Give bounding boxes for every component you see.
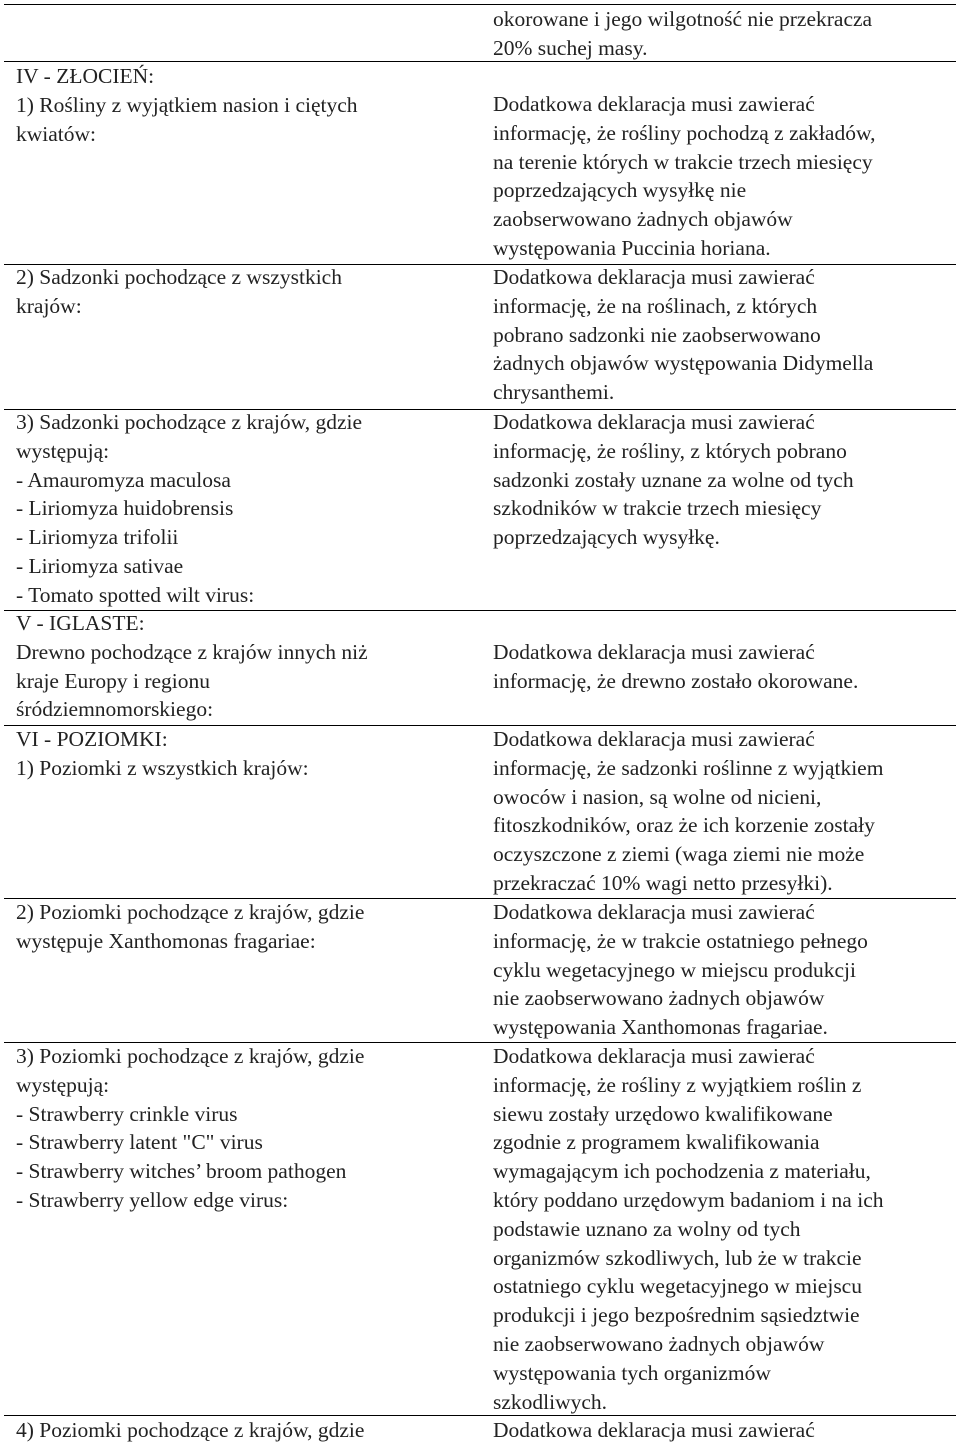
table-cell-requirement: Dodatkowa deklaracja musi zawierać informację, że rośliny, z których pobrano sadzonki zostały uznane za wolne od tych szkodników w trakcie trzech miesięcy poprzedzających wysyłkę. — [493, 410, 854, 550]
table-cell-condition: 3) Sadzonki pochodzące z krajów, gdzie występują: - Amauromyza maculosa - Liriomyza huidobrensis - Liriomyza trifolii - Liriomyza sativae - Tomato spotted wilt virus: — [16, 410, 363, 607]
table-cell-condition: IV - ZŁOCIEŃ: 1) Rośliny z wyjątkiem nasion i ciętych kwiatów: — [16, 64, 358, 146]
table-cell-condition: V - IGLASTE: Drewno pochodzące z krajów innych niż kraje Europy i regionu śródziemnomorskiego: — [16, 611, 368, 722]
table-cell-condition: 4) Poziomki pochodzące z krajów, gdzie — [16, 1418, 365, 1442]
table-cell-requirement: Dodatkowa deklaracja musi zawierać informację, że rośliny pochodzą z zakładów, na terenie których w trakcie trzech miesięcy poprzedzających wysyłkę nie zaobserwowano żadnych objawów występowania Puccinia horiana. — [493, 92, 876, 260]
table-cell-requirement: Dodatkowa deklaracja musi zawierać informację, że w trakcie ostatniego pełnego cyklu wegetacyjnego w miejscu produkcji nie zaobserwowano żadnych objawów występowania Xanthomonas fragariae. — [493, 900, 868, 1040]
table-cell-requirement: Dodatkowa deklaracja musi zawierać informację, że drewno zostało okorowane. — [493, 639, 859, 693]
table-cell-requirement: Dodatkowa deklaracja musi zawierać informację, że sadzonki roślinne z wyjątkiem owoców i nasion, są wolne od nicieni, fitoszkodników, oraz że ich korzenie zostały oczyszczone z ziemi (waga ziemi nie może przekraczać 10% wagi netto przesyłki). — [493, 727, 884, 895]
table-cell-condition: 2) Sadzonki pochodzące z wszystkich krajów: — [16, 265, 342, 318]
table-cell-condition: VI - POZIOMKI: 1) Poziomki z wszystkich krajów: — [16, 727, 309, 780]
table-cell-requirement: okorowane i jego wilgotność nie przekracza 20% suchej masy. — [493, 7, 873, 60]
table-cell-condition: 2) Poziomki pochodzące z krajów, gdzie występuje Xanthomonas fragariae: — [16, 900, 365, 953]
table-cell-condition: 3) Poziomki pochodzące z krajów, gdzie występują: - Strawberry crinkle virus - Strawberry latent "C" virus - Strawberry witches’ broom pathogen - Strawberry yellow edge virus: — [16, 1044, 365, 1212]
table-cell-requirement: Dodatkowa deklaracja musi zawierać informację, że rośliny z wyjątkiem roślin z siewu zostały urzędowo kwalifikowane zgodnie z programem kwalifikowania wymagającym ich pochodzenia z materiału, który poddano urzędowym badaniom i na ich podstawie uznano za wolny od tych organizmów szkodliwych, lub że w trakcie ostatniego cyklu wegetacyjnego w miejscu produkcji i jego bezpośrednim sąsiedztwie nie zaobserwowano żadnych objawów występowania tych organizmów szkodliwych. — [493, 1044, 884, 1414]
table-cell-requirement: Dodatkowa deklaracja musi zawierać informację, że na roślinach, z których pobrano sadzonki nie zaobserwowano żadnych objawów występowania Didymella chrysanthemi. — [493, 265, 874, 405]
table-cell-requirement: Dodatkowa deklaracja musi zawierać — [493, 1418, 815, 1442]
